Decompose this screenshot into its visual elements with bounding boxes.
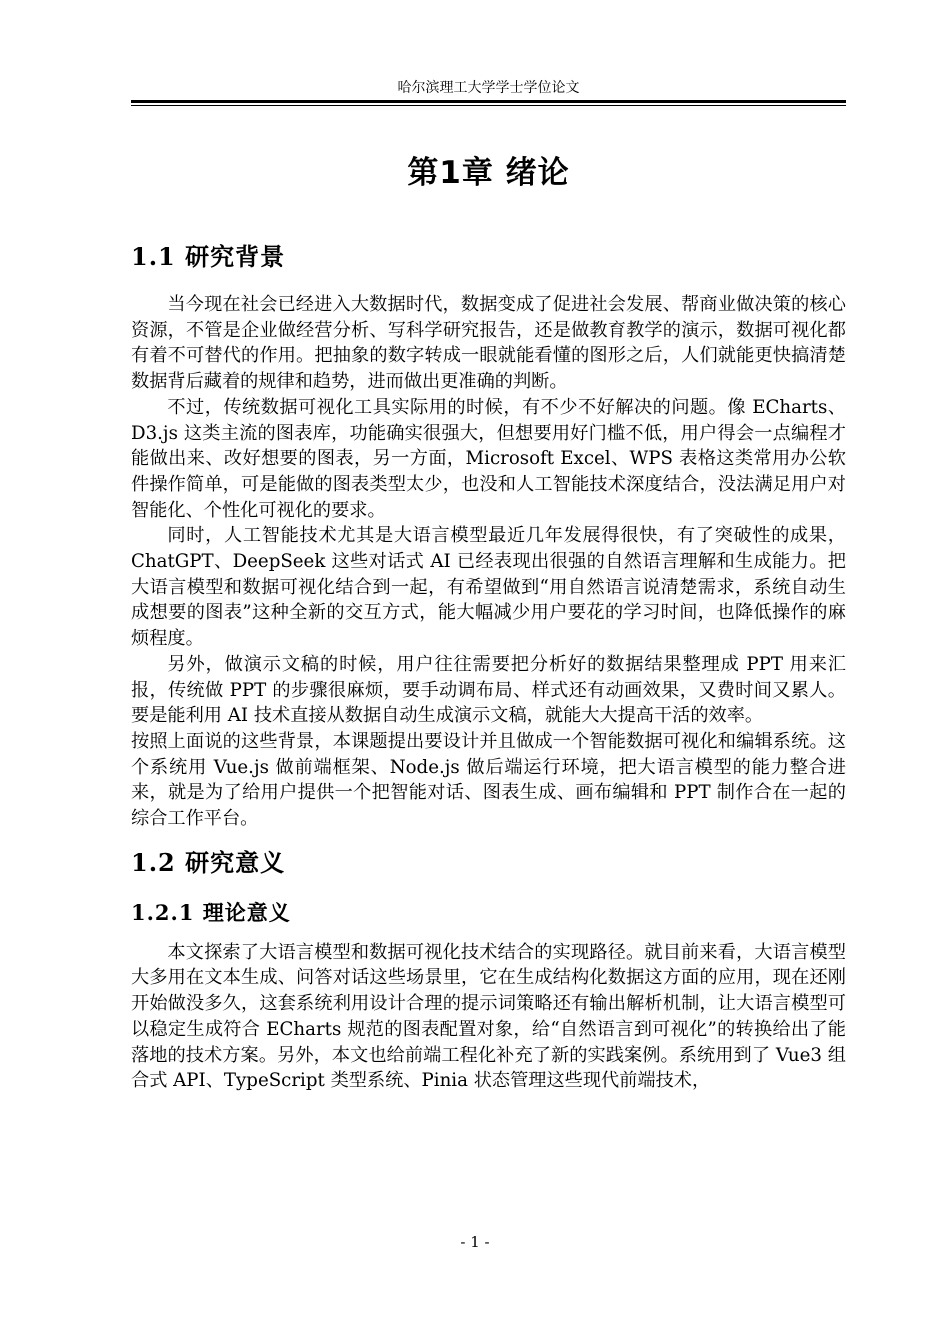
paragraph: 不过，传统数据可视化工具实际用的时候，有不少不好解决的问题。像 ECharts、D3.js 这类主流的图表库，功能确实很强大，但想要用好门槛不低，用户得会一点编程才能做出来、改好想要的图表，另一方面，Microsoft Excel、WPS 表格这类常用办公软件操作简单，可是能做的图表类型太少，也没和人工智能技术深度结合，没法满足用户对智能化、个性化可视化的要求。 (131, 396, 846, 521)
paragraph: 另外，做演示文稿的时候，用户往往需要把分析好的数据结果整理成 PPT 用来汇报，传统做 PPT 的步骤很麻烦，要手动调布局、样式还有动画效果，又费时间又累人。要是能利用 AI 技术直接从数据自动生成演示文稿，就能大大提高干活的效率。 (131, 653, 846, 727)
header-rule-thin (131, 105, 846, 106)
running-header: 哈尔滨理工大学学士学位论文 (397, 80, 580, 96)
paragraph: 同时，人工智能技术尤其是大语言模型最近几年发展得很快，有了突破性的成果，ChatGPT、DeepSeek 这些对话式 AI 已经表现出很强的自然语言理解和生成能力。把大语言模型和数据可视化结合到一起，有希望做到“用自然语言说清楚需求，系统自动生成想要的图表”这种全新的交互方式，能大幅减少用户要花的学习时间，也降低操作的麻烦程度。 (131, 525, 846, 650)
section-title-background: 1.1 研究背景 (131, 242, 286, 271)
paragraph: 按照上面说的这些背景，本课题提出要设计并且做成一个智能数据可视化和编辑系统。这个系统用 Vue.js 做前端框架、Node.js 做后端运行环境，把大语言模型的能力整合进来，就是为了给用户提供一个把智能对话、图表生成、画布编辑和 PPT 制作合在一起的综合工作平台。 (131, 730, 846, 830)
page-number: - 1 - (460, 1233, 490, 1251)
paragraph: 本文探索了大语言模型和数据可视化技术结合的实现路径。就目前来看，大语言模型大多用在文本生成、问答对话这些场景里，它在生成结构化数据这方面的应用，现在还刚开始做没多久，这套系统利用设计合理的提示词策略还有输出解析机制，让大语言模型可以稳定生成符合 ECharts 规范的图表配置对象，给“自然语言到可视化”的转换给出了能落地的技术方案。另外，本文也给前端工程化补充了新的实践案例。系统用到了 Vue3 组合式 API、TypeScript 类型系统、Pinia 状态管理这些现代前端技术， (131, 941, 846, 1092)
section-title-significance: 1.2 研究意义 (131, 847, 286, 877)
page-body (131, 148, 846, 1094)
header-rule (131, 100, 846, 103)
paragraph: 当今现在社会已经进入大数据时代，数据变成了促进社会发展、帮商业做决策的核心资源，不管是企业做经营分析、写科学研究报告，还是做教育教学的演示，数据可视化都有着不可替代的作用。把抽象的数字转成一眼就能看懂的图形之后，人们就能更快搞清楚数据背后藏着的规律和趋势，进而做出更准确的判断。 (131, 294, 846, 393)
subsection-title-theory: 1.2.1 理论意义 (131, 899, 291, 925)
chapter-title: 第1章 绪论 (407, 155, 570, 191)
